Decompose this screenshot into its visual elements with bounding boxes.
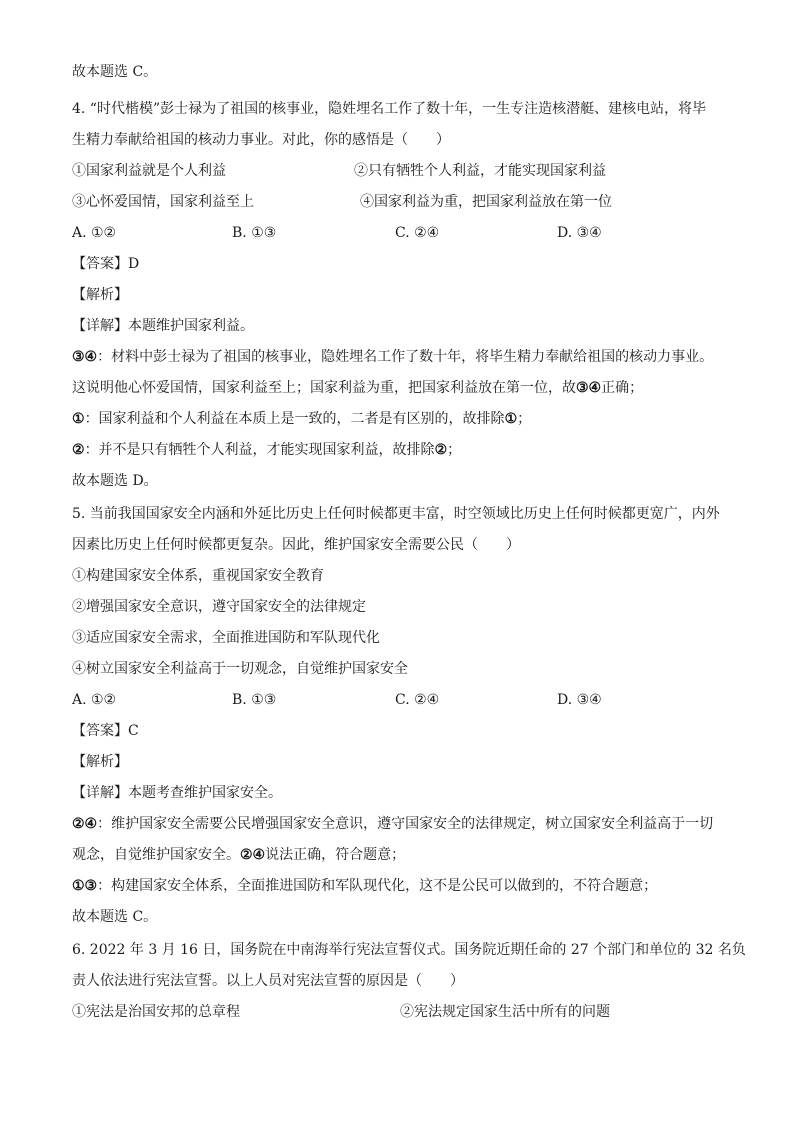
q5-e2-text: 观念，自觉维护国家安全。 [72, 847, 240, 863]
q5-option-b: B. ①③ [232, 692, 277, 708]
q4-e4-tag2: ② [434, 442, 448, 458]
q4-e4-tag: ② [72, 442, 85, 458]
q4-e4-text: ：并不是只有牺牲个人利益，才能实现国家利益，故排除 [84, 442, 435, 458]
q4-e4-end: ； [447, 442, 462, 458]
q4-e3-end: ； [517, 411, 532, 427]
q3-conclusion: 故本题选 C。 [72, 64, 158, 80]
q4-option-c: C. ②④ [395, 225, 440, 241]
q6-statements-row1 [72, 1002, 732, 1022]
q4-statements-row1 [72, 161, 732, 181]
q5-analysis-heading: 【解析】 [72, 754, 128, 770]
q5-statement-2: ②增强国家安全意识，遵守国家安全的法律规定 [72, 599, 366, 615]
q4-analysis-heading: 【解析】 [72, 287, 128, 303]
q5-e1-tag: ②④ [72, 816, 98, 832]
q5-detail-heading: 【详解】本题考查维护国家安全。 [72, 785, 282, 801]
q5-statement-1: ①构建国家安全体系，重视国家安全教育 [72, 568, 324, 584]
q5-option-c: C. ②④ [395, 692, 440, 708]
q4-e3-text: ：国家利益和个人利益在本质上是一致的，二者是有区别的，故排除 [84, 411, 505, 427]
q4-option-a: A. ①② [72, 225, 117, 241]
q4-explanation-line1 [72, 347, 732, 367]
q4-statements-row2 [72, 192, 732, 212]
q4-explanation-line2 [72, 378, 732, 398]
q4-e2-text: 这说明他心怀爱国情，国家利益至上；国家利益为重，把国家利益放在第一位，故 [72, 380, 576, 396]
q5-e3-text: ：构建国家安全体系，全面推进国防和军队现代化，这不是公民可以做到的，不符合题意； [97, 878, 658, 894]
q6-statement-1: ①宪法是治国安邦的总章程 [72, 1004, 240, 1020]
q4-e1-text: ：材料中彭士禄为了祖国的核事业，隐姓埋名工作了数十年，将毕生精力奉献给祖国的核动力事业。 [97, 349, 714, 365]
q5-e2-end: 说法正确，符合题意； [265, 847, 406, 863]
q5-e3-tag: ①③ [72, 878, 98, 894]
q4-e2-end: 正确； [601, 380, 644, 396]
q5-conclusion: 故本题选 C。 [72, 909, 158, 925]
q6-stem-line1: 6. 2022 年 3 月 16 日，国务院在中南海举行宪法宣誓仪式。国务院近期任命的 27 个部门和单位的 32 名负 [72, 942, 746, 958]
q4-conclusion: 故本题选 D。 [72, 473, 158, 489]
q5-stem-line2: 因素比历史上任何时候都更复杂。因此，维护国家安全需要公民（ ） [72, 537, 520, 553]
q4-e3-tag2: ① [504, 411, 518, 427]
q4-stem-line1: 4. “时代楷模”彭士禄为了祖国的核事业，隐姓埋名工作了数十年，一生专注造核潜艇、建核电站，将毕 [72, 101, 707, 117]
q6-statement-2: ②宪法规定国家生活中所有的问题 [400, 1004, 610, 1020]
q5-statement-4: ④树立国家安全利益高于一切观念，自觉维护国家安全 [72, 661, 408, 677]
q4-option-d: D. ③④ [557, 225, 602, 241]
q6-stem-line2: 责人依法进行宪法宣誓。以上人员对宪法宣誓的原因是（ ） [72, 973, 464, 989]
q5-e1-text: ：维护国家安全需要公民增强国家安全意识，遵守国家安全的法律规定，树立国家安全利益高于一切 [97, 816, 714, 832]
q5-answer: 【答案】C [72, 723, 139, 739]
q4-explanation-line3 [72, 409, 732, 429]
q5-explanation-line2 [72, 845, 732, 865]
q4-e1-tag: ③④ [72, 349, 98, 365]
q5-explanation-line3 [72, 876, 732, 896]
q4-statement-3: ③心怀爱国情，国家利益至上 [72, 194, 254, 210]
q4-statement-4: ④国家利益为重，把国家利益放在第一位 [360, 194, 612, 210]
q5-stem-line1: 5. 当前我国国家安全内涵和外延比历史上任何时候都更丰富，时空领域比历史上任何时候都更宽广，内外 [72, 506, 720, 522]
q4-explanation-line4 [72, 440, 732, 460]
q5-statement-3: ③适应国家安全需求，全面推进国防和军队现代化 [72, 630, 380, 646]
q5-option-a: A. ①② [72, 692, 117, 708]
q4-e3-tag: ① [72, 411, 85, 427]
q4-stem-line2: 生精力奉献给祖国的核动力事业。对此，你的感悟是（ ） [72, 132, 450, 148]
q5-explanation-line1 [72, 814, 732, 834]
q5-e2-tag: ②④ [240, 847, 266, 863]
q4-statement-1: ①国家利益就是个人利益 [72, 163, 226, 179]
q4-answer: 【答案】D [72, 256, 140, 272]
q5-option-d: D. ③④ [557, 692, 602, 708]
q4-option-b: B. ①③ [232, 225, 277, 241]
q4-e2-tag: ③④ [576, 380, 602, 396]
q4-statement-2: ②只有牺牲个人利益，才能实现国家利益 [354, 163, 606, 179]
q4-detail-heading: 【详解】本题维护国家利益。 [72, 318, 254, 334]
